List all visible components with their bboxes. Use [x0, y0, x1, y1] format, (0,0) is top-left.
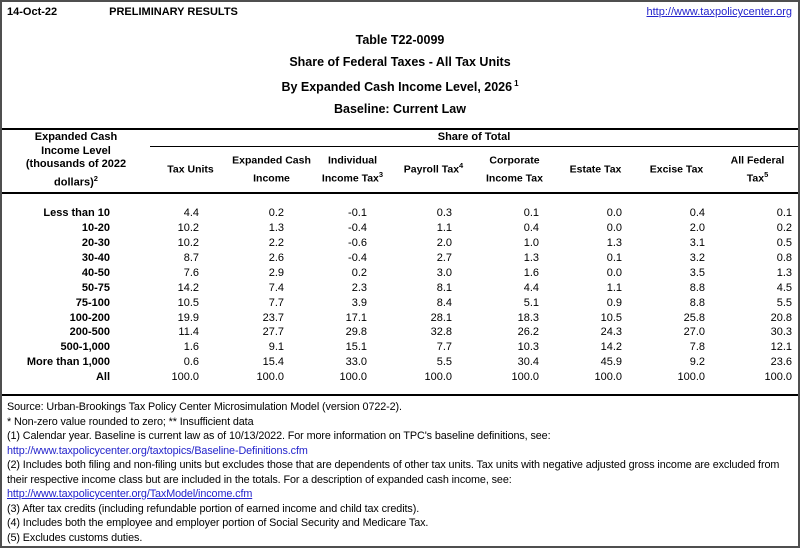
value-cell: 0.4	[689, 207, 705, 220]
table-row	[2, 355, 798, 370]
value-cell: 0.0	[606, 222, 622, 235]
value-cell: 100.0	[511, 371, 539, 384]
value-cell: -0.1	[348, 207, 367, 220]
value-cell: 2.0	[689, 222, 705, 235]
table-row	[2, 370, 798, 395]
income-level-label: Less than 10	[43, 207, 110, 220]
income-level-label: All	[95, 371, 110, 384]
column-header-all-federal-tax: All Federal Tax$^5$	[717, 147, 798, 194]
footnote-line: (4) Includes both the employee and employer portion of Social Security and Medicare Tax.	[7, 517, 429, 530]
value-cell: 1.3	[268, 222, 284, 235]
value-cell: 3.2	[689, 251, 705, 264]
value-cell: 100.0	[256, 371, 284, 384]
footnote-line: (5) Excludes customs duties.	[7, 531, 143, 544]
value-cell: 2.0	[436, 236, 452, 249]
value-cell: 1.6	[183, 341, 199, 354]
value-cell: 3.1	[689, 236, 705, 249]
footnote-link-line	[7, 487, 793, 502]
table-row	[2, 236, 798, 251]
table-row	[2, 281, 798, 296]
value-cell: 8.1	[436, 281, 452, 294]
value-cell: -0.4	[348, 251, 367, 264]
baseline-title: Baseline: Current Law	[334, 102, 466, 117]
value-cell: 3.5	[689, 266, 705, 279]
value-cell: 7.4	[268, 281, 284, 294]
value-cell: 0.1	[776, 207, 792, 220]
table-row	[2, 340, 798, 355]
value-cell: 19.9	[177, 311, 199, 324]
value-cell: 0.3	[436, 207, 452, 220]
value-cell: 1.1	[606, 281, 622, 294]
value-cell: 7.7	[268, 296, 284, 309]
value-cell: 5.5	[776, 296, 792, 309]
value-cell: 4.4	[183, 207, 199, 220]
value-cell: 3.0	[436, 266, 452, 279]
value-cell: 28.1	[430, 311, 452, 324]
income-level-label: 100-200	[69, 311, 110, 324]
value-cell: 0.6	[183, 356, 199, 369]
income-level-label: 20-30	[81, 236, 110, 249]
value-cell: 1.3	[523, 251, 539, 264]
value-cell: 9.2	[689, 356, 705, 369]
footnote-line: (1) Calendar year. Baseline is current law as of 10/13/2022. For more information on TPC's baseline definitions, see:	[7, 430, 551, 443]
value-cell: 14.2	[600, 341, 622, 354]
value-cell: 1.3	[776, 266, 792, 279]
value-cell: 33.0	[345, 356, 367, 369]
value-cell: 18.3	[517, 311, 539, 324]
table-body	[2, 193, 798, 395]
income-level-label: 500-1,000	[60, 341, 110, 354]
footnote-ref-1: 1	[514, 79, 519, 88]
value-cell: 2.2	[268, 236, 284, 249]
value-cell: 0.1	[606, 251, 622, 264]
value-cell: 12.1	[770, 341, 792, 354]
value-cell: 3.9	[351, 296, 367, 309]
column-header-corporate-income-tax: Corporate Income Tax	[474, 147, 555, 194]
income-level-label: 200-500	[69, 326, 110, 339]
value-cell: 9.1	[268, 341, 284, 354]
table-subject-title: Share of Federal Taxes - All Tax Units	[289, 55, 511, 69]
value-cell: 0.2	[268, 207, 284, 220]
value-cell: 100.0	[764, 371, 792, 384]
value-cell: 23.7	[262, 311, 284, 324]
income-level-label: 75-100	[75, 296, 110, 309]
value-cell: 20.8	[770, 311, 792, 324]
value-cell: 0.8	[776, 251, 792, 264]
value-cell: -0.4	[348, 222, 367, 235]
income-level-label: 30-40	[81, 251, 110, 264]
income-level-label: 50-75	[81, 281, 110, 294]
value-cell: 1.1	[436, 222, 452, 235]
value-cell: 15.1	[345, 341, 367, 354]
value-cell: 5.1	[523, 296, 539, 309]
value-cell: 25.8	[683, 311, 705, 324]
value-cell: 0.0	[606, 207, 622, 220]
footnote-line: (3) After tax credits (including refundable portion of earned income and child tax credits).	[7, 502, 420, 515]
column-header-estate-tax: Estate Tax	[555, 147, 636, 194]
value-cell: 100.0	[677, 371, 705, 384]
value-cell: 0.5	[776, 236, 792, 249]
value-cell: 26.2	[517, 326, 539, 339]
footnote-link-line	[7, 444, 793, 459]
value-cell: 27.7	[262, 326, 284, 339]
table-number-title: Table T22-0099	[355, 33, 445, 47]
value-cell: 17.1	[345, 311, 367, 324]
value-cell: 100.0	[339, 371, 367, 384]
value-cell: 1.6	[523, 266, 539, 279]
value-cell: 8.8	[689, 281, 705, 294]
top-bar	[2, 2, 798, 18]
value-cell: 5.5	[436, 356, 452, 369]
value-cell: 10.2	[177, 236, 199, 249]
title-block	[2, 29, 798, 120]
table-row	[2, 221, 798, 236]
site-link[interactable]: http://www.taxpolicycenter.org	[646, 6, 792, 18]
table-grouping-title: By Expanded Cash Income Level, 2026 $^1$	[281, 79, 519, 95]
value-cell: 24.3	[600, 326, 622, 339]
value-cell: 0.4	[523, 222, 539, 235]
value-cell: 23.6	[770, 356, 792, 369]
value-cell: 0.0	[606, 266, 622, 279]
value-cell: 8.7	[183, 251, 199, 264]
value-cell: 2.9	[268, 266, 284, 279]
column-header-tax-units: Tax Units	[150, 147, 231, 194]
table-row	[2, 311, 798, 326]
value-cell: 4.4	[523, 281, 539, 294]
column-header-expanded-cash-income: Expanded Cash Income	[231, 147, 312, 194]
value-cell: 10.3	[517, 341, 539, 354]
income-level-label: 40-50	[81, 266, 110, 279]
value-cell: 32.8	[430, 326, 452, 339]
value-cell: 4.5	[776, 281, 792, 294]
table-row	[2, 296, 798, 311]
value-cell: 7.6	[183, 266, 199, 279]
value-cell: -0.6	[348, 236, 367, 249]
value-cell: 100.0	[424, 371, 452, 384]
value-cell: 15.4	[262, 356, 284, 369]
value-cell: 8.4	[436, 296, 452, 309]
table-row	[2, 251, 798, 266]
value-cell: 0.2	[776, 222, 792, 235]
value-cell: 2.6	[268, 251, 284, 264]
column-header-payroll-tax: Payroll Tax$^4$	[393, 147, 474, 194]
value-cell: 0.2	[351, 266, 367, 279]
value-cell: 0.1	[523, 207, 539, 220]
value-cell: 1.3	[606, 236, 622, 249]
column-header-excise-tax: Excise Tax	[636, 147, 717, 194]
value-cell: 11.4	[178, 326, 199, 339]
footnote-link[interactable]: http://www.taxpolicycenter.org/taxtopics/Baseline-Definitions.cfm	[7, 444, 308, 457]
footnote-line: (2) Includes both filing and non-filing units but excludes those that are dependents of other tax units. Tax units with negative adjusted gross income are excluded from their respective income class but are included in the totals. For a description of expanded cash income, see:	[7, 459, 780, 486]
footnotes	[2, 396, 798, 545]
value-cell: 27.0	[683, 326, 705, 339]
column-header-individual-income-tax: Individual Income Tax$^3$	[312, 147, 393, 194]
preliminary-results-label: PRELIMINARY RESULTS	[109, 6, 238, 18]
value-cell: 29.8	[345, 326, 367, 339]
value-cell: 10.2	[177, 222, 199, 235]
value-cell: 45.9	[600, 356, 622, 369]
value-cell: 0.9	[606, 296, 622, 309]
table-row	[2, 325, 798, 340]
income-level-column-header: Expanded Cash Income Level (thousands of 2022 dollars)$^2$	[2, 129, 150, 193]
value-cell: 7.8	[689, 341, 705, 354]
income-level-label: 10-20	[81, 222, 110, 235]
value-cell: 30.4	[517, 356, 539, 369]
value-cell: 2.7	[436, 251, 452, 264]
share-of-total-header: Share of Total	[150, 129, 798, 147]
income-level-label: More than 1,000	[26, 356, 110, 369]
footnote-line: Source: Urban-Brookings Tax Policy Center Microsimulation Model (version 0722-2).	[7, 401, 402, 414]
table-row	[2, 266, 798, 281]
footnote-line: * Non-zero value rounded to zero; ** Insufficient data	[7, 415, 254, 428]
footnote-link[interactable]: http://www.taxpolicycenter.org/TaxModel/income.cfm	[7, 488, 253, 501]
value-cell: 10.5	[177, 296, 199, 309]
value-cell: 1.0	[523, 236, 539, 249]
value-cell: 2.3	[351, 281, 367, 294]
footnote-ref-2: 2	[93, 174, 98, 184]
value-cell: 30.3	[770, 326, 792, 339]
value-cell: 100.0	[594, 371, 622, 384]
tax-share-table	[2, 128, 798, 396]
date-label: 14-Oct-22	[7, 6, 58, 18]
table-row	[2, 193, 798, 221]
value-cell: 8.8	[689, 296, 705, 309]
value-cell: 10.5	[600, 311, 622, 324]
value-cell: 14.2	[177, 281, 199, 294]
value-cell: 7.7	[436, 341, 452, 354]
value-cell: 100.0	[171, 371, 199, 384]
